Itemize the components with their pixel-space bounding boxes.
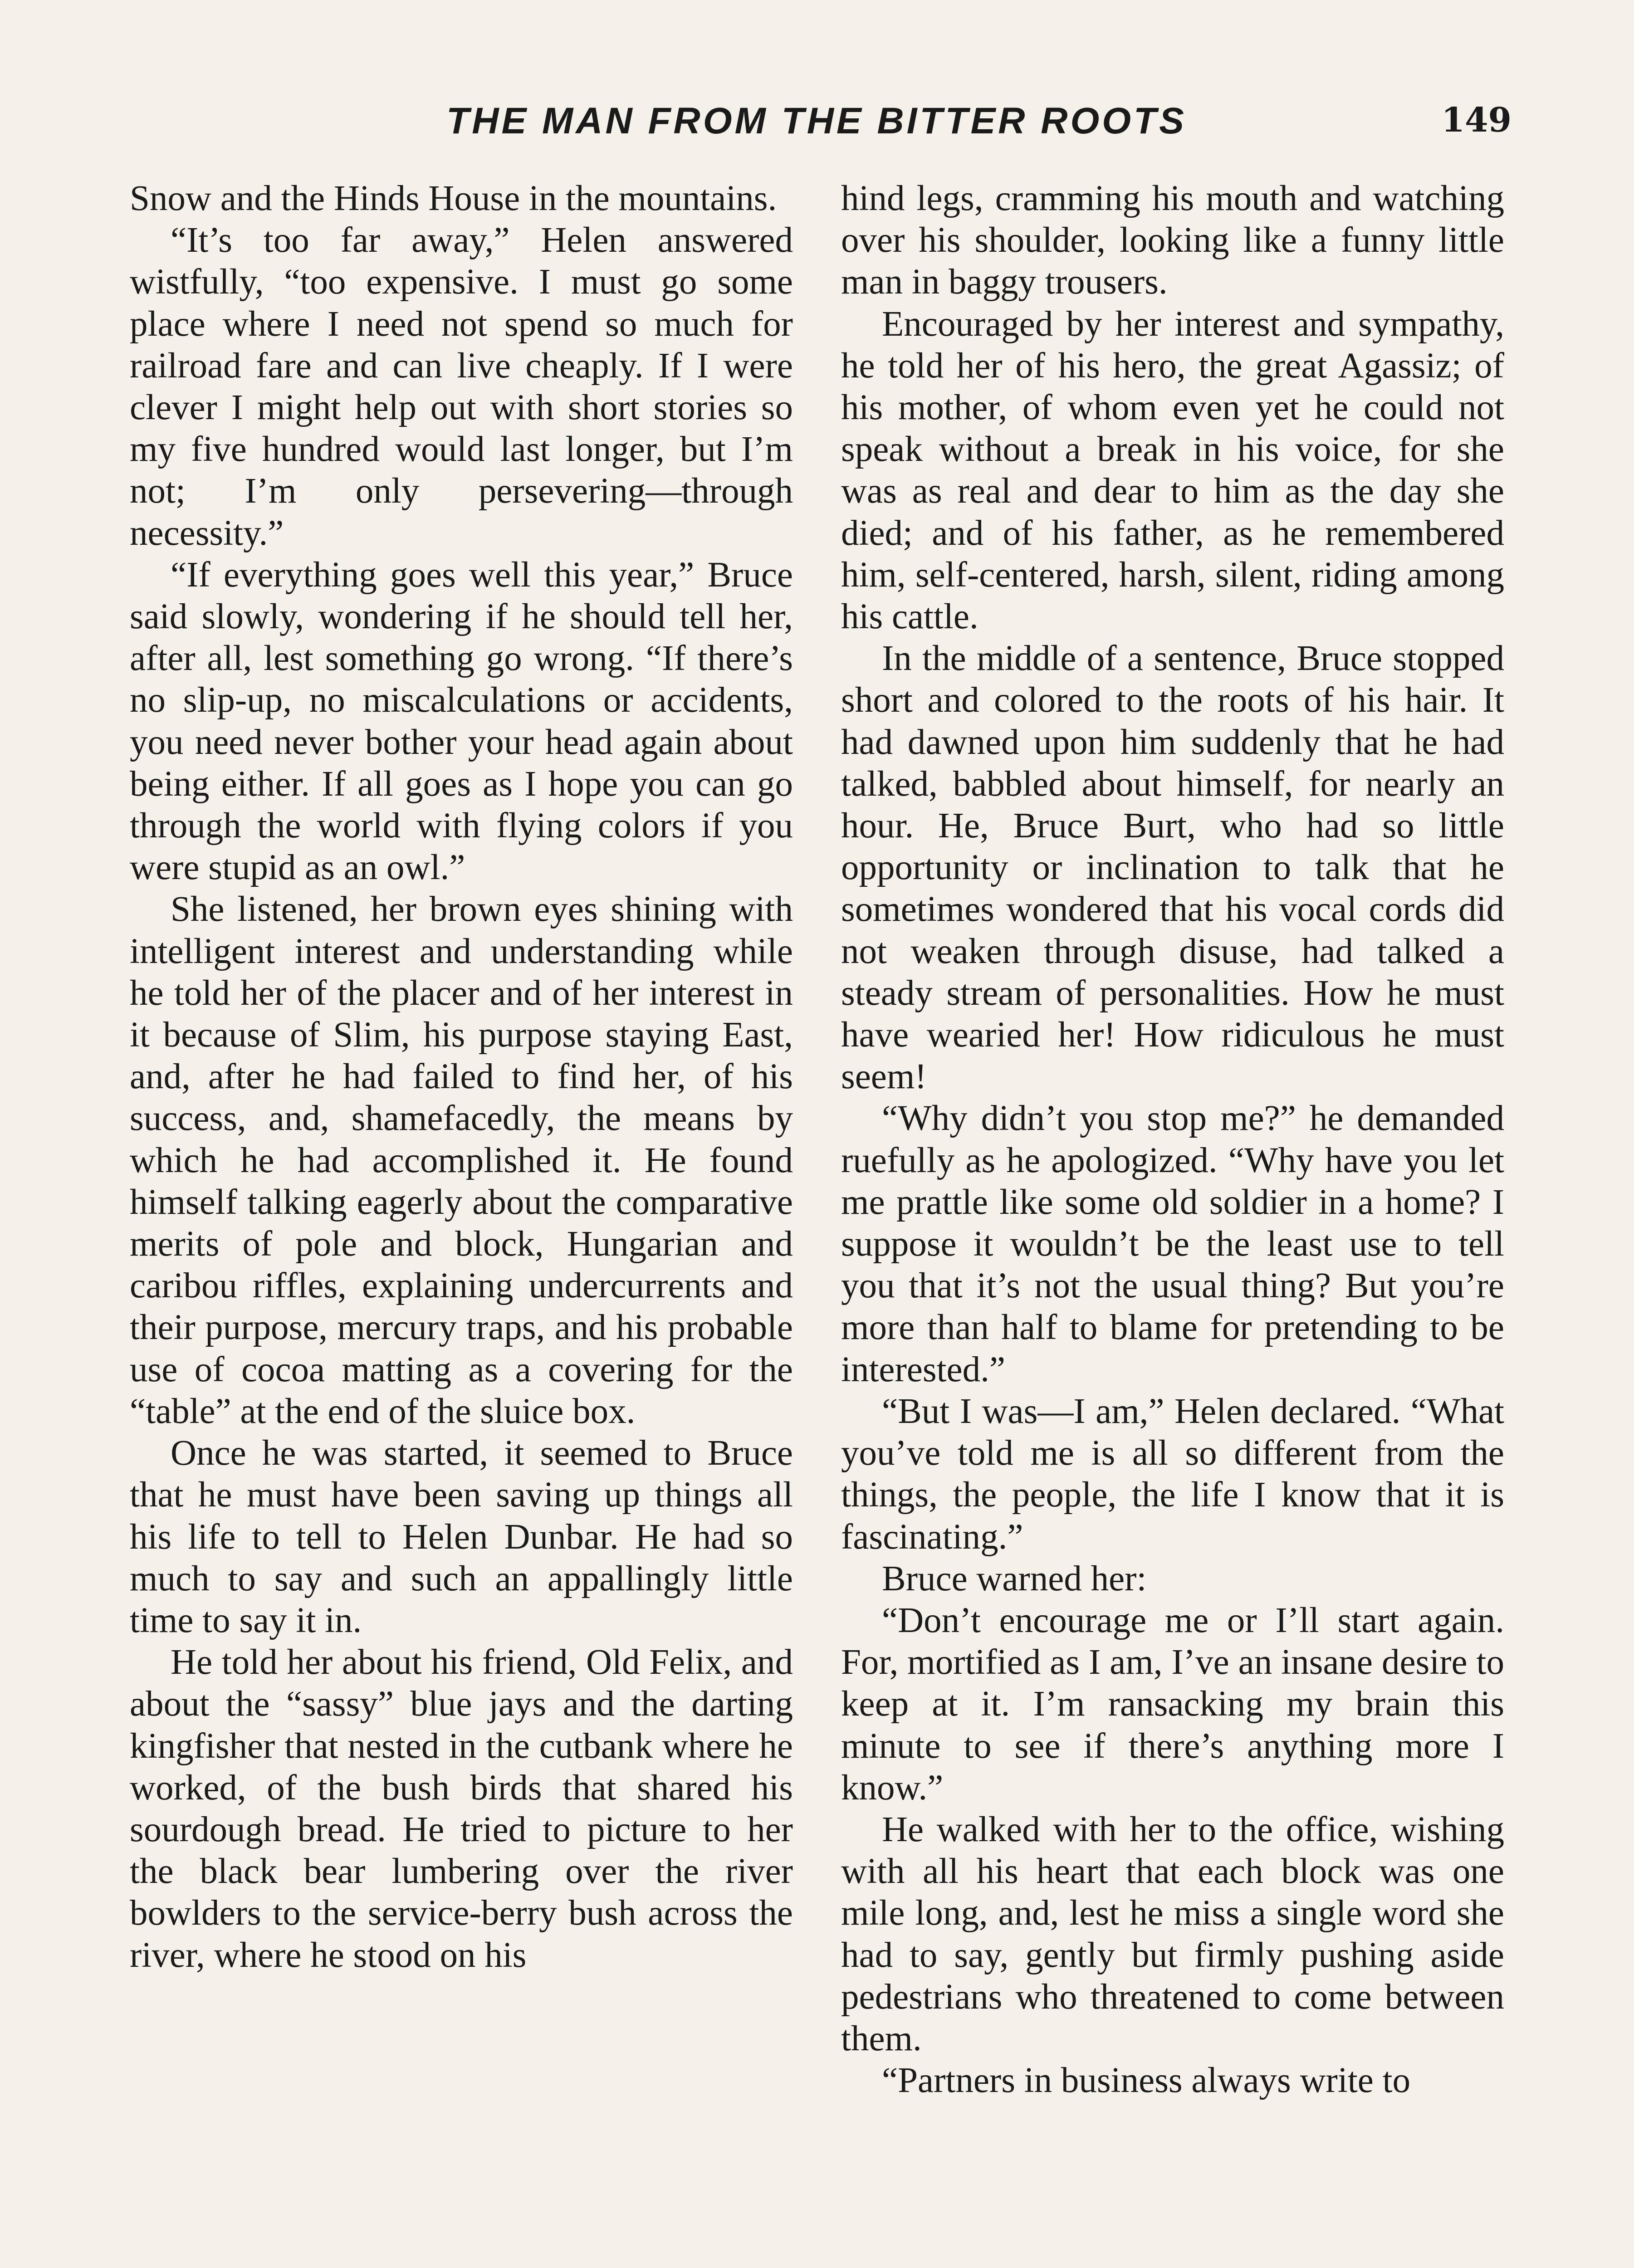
paragraph: “Why didn’t you stop me?” he demanded ruefully as he apologized. “Why have you let me prattle like some old soldier in a home? I suppose it wouldn’t be the least use to tell you that it’s not the usual thing? But you’re more than half to blame for pretending to be interested.” bbox=[841, 1099, 1504, 1389]
paragraph: “It’s too far away,” Helen answered wistfully, “too expensive. I must go some place where I need not spend so much for railroad fare and can live cheaply. If I were clever I might help out with short stories so my five hundred would last longer, but I’m not; I’m only persevering—through necessity.” bbox=[130, 220, 793, 553]
left-column bbox=[130, 178, 793, 2268]
right-column bbox=[841, 178, 1504, 2268]
paragraph: Once he was started, it seemed to Bruce that he must have been saving up things all his life to tell to Helen Dunbar. He had so much to say and such an appallingly little time to say it in. bbox=[130, 1433, 793, 1640]
paragraph: Encouraged by her interest and sympathy, he told her of his hero, the great Agassiz; of his mother, of whom even yet he could not speak without a break in his voice, for she was as real and dear to him as the day she died; and of his father, as he remembered him, self-centered, harsh, silent, riding among his cattle. bbox=[841, 304, 1504, 637]
page-number: 149 bbox=[1441, 101, 1512, 140]
paragraph: “But I was—I am,” Helen declared. “What you’ve told me is all so different from the things, the people, the life I know that it is fascinating.” bbox=[841, 1391, 1504, 1557]
paragraph: Snow and the Hinds House in the mountains. bbox=[130, 179, 777, 218]
page-header bbox=[127, 82, 1512, 154]
paragraph: “If everything goes well this year,” Bruce said slowly, wondering if he should tell her, after all, lest something go wrong. “If there’s no slip-up, no miscalculations or accidents, you need never bother your head again about being either. If all goes as I hope you can go through the world with flying colors if you were stupid as an owl.” bbox=[130, 555, 793, 888]
paragraph: “Partners in business always write to bbox=[882, 2061, 1411, 2101]
paragraph: He told her about his friend, Old Felix, and about the “sassy” blue jays and the darting kingfisher that nested in the cutbank where he worked, of the bush birds that shared his sourdough bread. He tried to picture to her the black bear lumbering over the river bowlders to the service-berry bush across the river, where he stood on his bbox=[130, 1642, 793, 1975]
paragraph: She listened, her brown eyes shining with intelligent interest and understanding while he told her of the placer and of her interest in it because of Slim, his purpose staying East, and, after he had failed to find her, of his success, and, shamefacedly, the means by which he had accomplished it. He found himself talking eagerly about the comparative merits of pole and block, Hungarian and caribou riffles, explaining undercurrents and their purpose, mercury traps, and his probable use of cocoa matting as a covering for the “table” at the end of the sluice box. bbox=[130, 890, 793, 1431]
paragraph: He walked with her to the office, wishing with all his heart that each block was one mile long, and, lest he miss a single word she had to say, gently but firmly pushing aside pedestrians who threatened to come between them. bbox=[841, 1809, 1504, 2058]
paragraph: “Don’t encourage me or I’ll start again. For, mortified as I am, I’ve an insane desire to keep at it. I’m ransacking my brain this minute to see if there’s anything more I know.” bbox=[841, 1600, 1504, 1808]
paragraph: hind legs, cramming his mouth and watching over his shoulder, looking like a funny little man in baggy trousers. bbox=[841, 179, 1504, 302]
paragraph: In the middle of a sentence, Bruce stopped short and colored to the roots of his hair. It had dawned upon him suddenly that he had talked, babbled about himself, for nearly an hour. He, Bruce Burt, who had so little opportunity or inclination to talk that he sometimes wondered that his vocal cords did not weaken through disuse, had talked a steady stream of personalities. How he must have wearied her! How ridiculous he must seem! bbox=[841, 639, 1504, 1097]
running-title: THE MAN FROM THE BITTER ROOTS bbox=[446, 100, 1187, 142]
paragraph: Bruce warned her: bbox=[882, 1559, 1147, 1598]
text-columns bbox=[130, 178, 1504, 2268]
